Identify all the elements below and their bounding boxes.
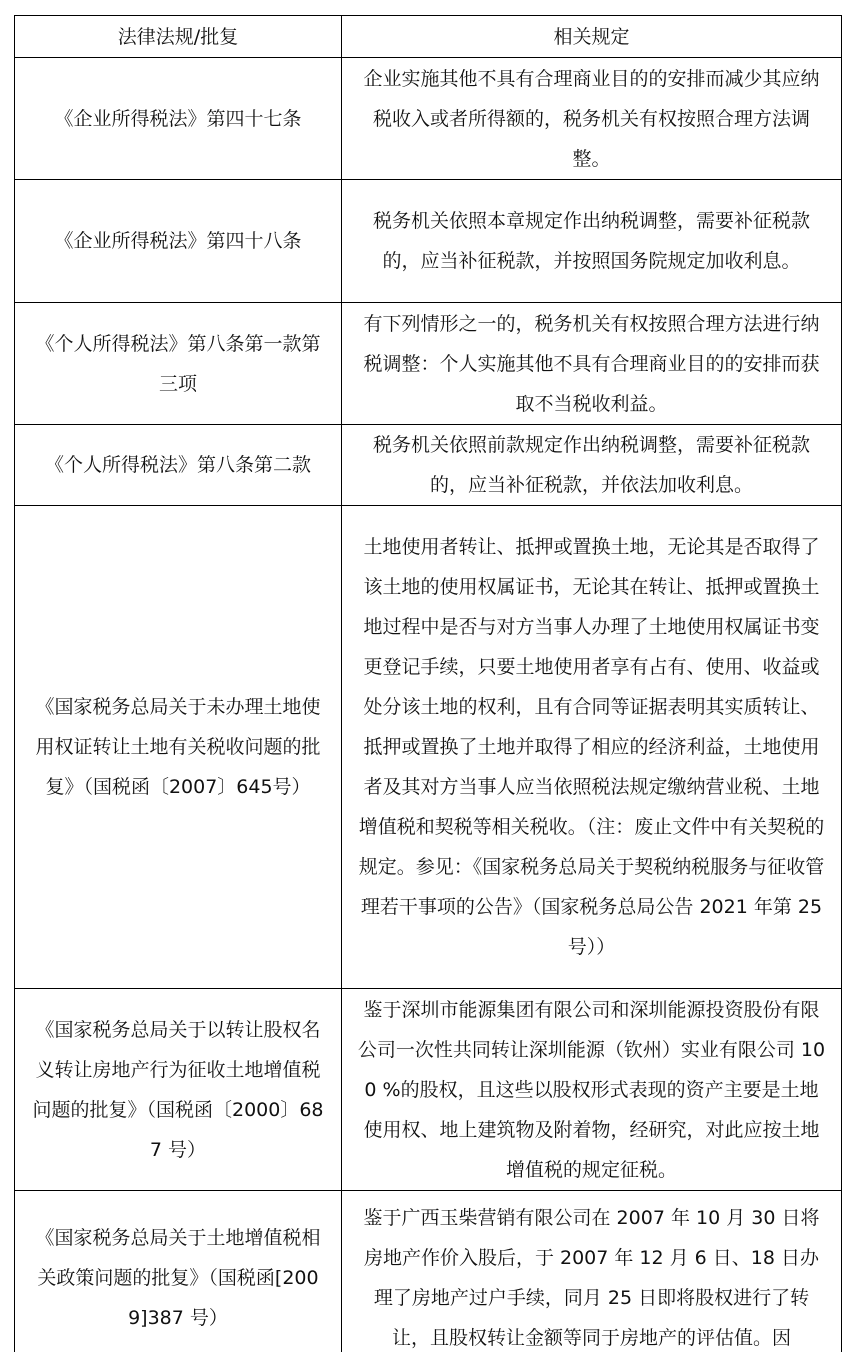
law-cell: 《国家税务总局关于未办理土地使用权证转让土地有关税收问题的批复》（国税函〔2007〕645号） — [15, 506, 342, 989]
regulation-cell: 鉴于深圳市能源集团有限公司和深圳能源投资股份有限公司一次性共同转让深圳能源（钦州）实业有限公司 100 %的股权，且这些以股权形式表现的资产主要是土地使用权、地上建筑物及附着物，经研究，对此应按土地增值税的规定征税。 — [342, 989, 842, 1191]
law-cell: 《企业所得税法》第四十八条 — [15, 180, 342, 303]
header-law: 法律法规/批复 — [15, 16, 342, 58]
regulation-cell: 企业实施其他不具有合理商业目的的安排而减少其应纳税收入或者所得额的，税务机关有权按照合理方法调整。 — [342, 58, 842, 180]
law-cell: 《国家税务总局关于以转让股权名义转让房地产行为征收土地增值税问题的批复》（国税函〔2000〕687 号） — [15, 989, 342, 1191]
regulations-table — [14, 15, 842, 1352]
table-row — [15, 1191, 842, 1352]
regulation-cell: 税务机关依照本章规定作出纳税调整，需要补征税款的，应当补征税款，并按照国务院规定加收利息。 — [342, 180, 842, 303]
table-header-row — [15, 16, 842, 58]
regulation-cell: 税务机关依照前款规定作出纳税调整，需要补征税款的，应当补征税款，并依法加收利息。 — [342, 425, 842, 506]
regulation-cell: 鉴于广西玉柴营销有限公司在 2007 年 10 月 30 日将房地产作价入股后，于 2007 年 12 月 6 日、18 日办理了房地产过户手续，同月 25 日即将股权进行了转让，且股权转让金额等同于房地产的评估值。因 — [342, 1191, 842, 1352]
table-row — [15, 180, 842, 303]
table-row — [15, 58, 842, 180]
table-row — [15, 303, 842, 425]
law-cell: 《个人所得税法》第八条第二款 — [15, 425, 342, 506]
regulation-cell: 有下列情形之一的，税务机关有权按照合理方法进行纳税调整：个人实施其他不具有合理商业目的的安排而获取不当税收利益。 — [342, 303, 842, 425]
table-row — [15, 506, 842, 989]
regulation-cell: 土地使用者转让、抵押或置换土地，无论其是否取得了该土地的使用权属证书，无论其在转让、抵押或置换土地过程中是否与对方当事人办理了土地使用权属证书变更登记手续，只要土地使用者享有占有、使用、收益或处分该土地的权利，且有合同等证据表明其实质转让、抵押或置换了土地并取得了相应的经济利益，土地使用者及其对方当事人应当依照税法规定缴纳营业税、土地增值税和契税等相关税收。（注：废止文件中有关契税的规定。参见：《国家税务总局关于契税纳税服务与征收管理若干事项的公告》（国家税务总局公告 2021 年第 25 号）） — [342, 506, 842, 989]
table-row — [15, 425, 842, 506]
table-row — [15, 989, 842, 1191]
header-regulation: 相关规定 — [342, 16, 842, 58]
law-cell: 《企业所得税法》第四十七条 — [15, 58, 342, 180]
law-cell: 《个人所得税法》第八条第一款第三项 — [15, 303, 342, 425]
law-cell: 《国家税务总局关于土地增值税相关政策问题的批复》（国税函[2009]387 号） — [15, 1191, 342, 1352]
